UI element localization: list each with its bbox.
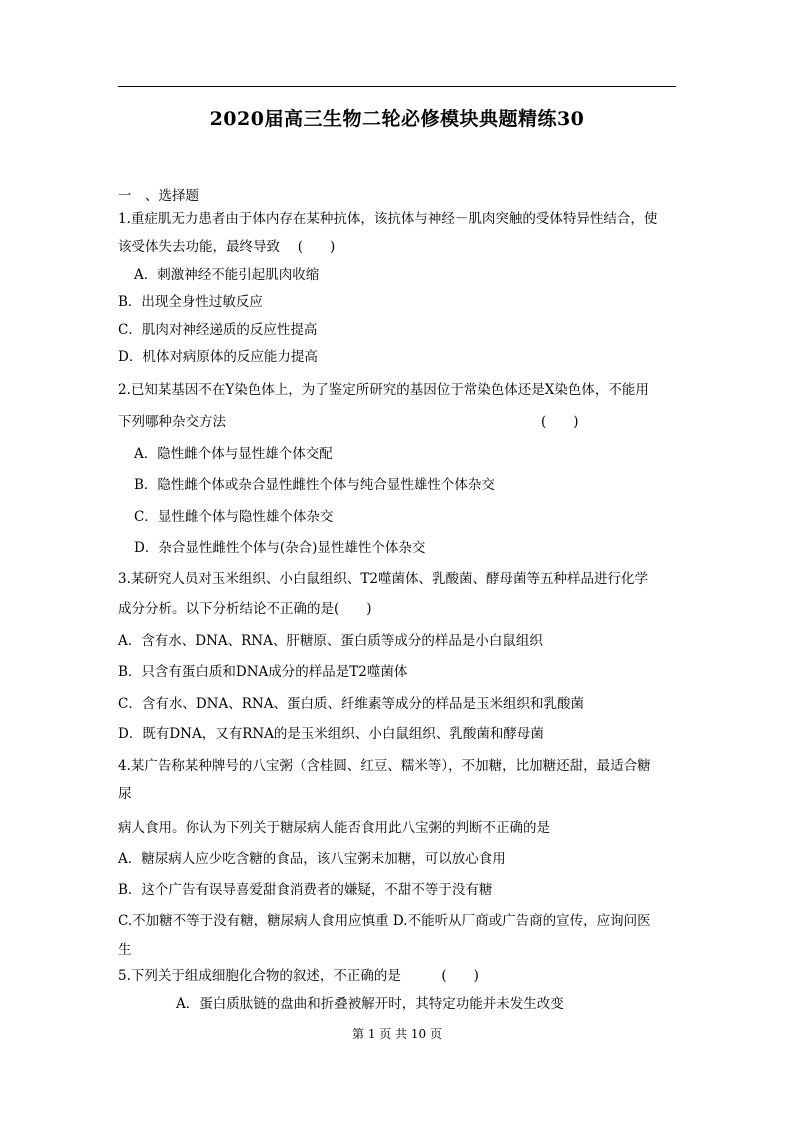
q3-option-d: D．既有DNA，又有RNA的是玉米组织、小白鼠组织、乳酸菌和酵母菌 bbox=[118, 726, 544, 742]
q2-option-a: A．隐性雌个体与显性雄个体交配 bbox=[134, 446, 333, 462]
q2-stem-line1: 2.已知某基因不在Y染色体上，为了鉴定所研究的基因位于常染色体还是X染色体，不能用 bbox=[118, 382, 649, 398]
q1-stem-line1: 1.重症肌无力患者由于体内存在某种抗体，该抗体与神经－肌肉突触的受体特异性结合，使 bbox=[118, 211, 658, 227]
q5-option-a: A．蛋白质肽链的盘曲和折叠被解开时，其特定功能并未发生改变 bbox=[176, 996, 564, 1012]
header-rule bbox=[118, 86, 676, 87]
page-footer: 第 1 页 共 10 页 bbox=[352, 1027, 442, 1041]
q3-option-a: A．含有水、DNA、RNA、肝糖原、蛋白质等成分的样品是小白鼠组织 bbox=[118, 633, 543, 649]
q2-stem-line2: 下列哪种杂交方法 bbox=[118, 414, 226, 430]
q3-stem-line1: 3.某研究人员对玉米组织、小白鼠组织、T2噬菌体、乳酸菌、酵母菌等五种样品进行化学 bbox=[118, 571, 648, 587]
q4-option-cd: C.不加糖不等于没有糖，糖尿病人食用应慎重 D.不能听从厂商或广告商的宣传，应询问医 bbox=[118, 913, 651, 929]
q4-option-cd-continued: 生 bbox=[118, 942, 132, 958]
page-title: 2020届高三生物二轮必修模块典题精练30 bbox=[209, 108, 585, 130]
q1-option-c: C．肌肉对神经递质的反应性提高 bbox=[118, 322, 318, 338]
q2-option-b: B．隐性雌个体或杂合显性雌性个体与纯合显性雄性个体杂交 bbox=[134, 477, 495, 493]
q4-stem-line2: 尿 bbox=[118, 786, 132, 802]
q2-answer-paren: ( ) bbox=[541, 414, 579, 430]
section-heading: 一 、选择题 bbox=[118, 188, 199, 204]
q2-option-d: D．杂合显性雌性个体与(杂合)显性雄性个体杂交 bbox=[134, 540, 426, 556]
q5-stem-line1: 5.下列关于组成细胞化合物的叙述，不正确的是 ( ) bbox=[118, 968, 479, 984]
q3-option-b: B．只含有蛋白质和DNA成分的样品是T2噬菌体 bbox=[118, 664, 408, 680]
q4-stem-line3: 病人食用。你认为下列关于糖尿病人能否食用此八宝粥的判断不正确的是 bbox=[118, 820, 550, 836]
q1-option-a: A．刺激神经不能引起肌肉收缩 bbox=[134, 267, 320, 283]
q4-option-b: B．这个广告有误导喜爱甜食消费者的嫌疑，不甜不等于没有糖 bbox=[118, 882, 493, 898]
q1-option-d: D．机体对病原体的反应能力提高 bbox=[118, 349, 318, 365]
q1-stem-line2: 该受体失去功能，最终导致 ( ) bbox=[118, 239, 336, 255]
q4-stem-line1: 4.某广告称某种牌号的八宝粥（含桂圆、红豆、糯米等），不加糖，比加糖还甜，最适合糖 bbox=[118, 758, 651, 774]
q1-option-b: B．出现全身性过敏反应 bbox=[118, 294, 263, 310]
q3-stem-line2: 成分分析。以下分析结论不正确的是( ) bbox=[118, 601, 372, 617]
q4-option-a: A．糖尿病人应少吃含糖的食品，该八宝粥未加糖，可以放心食用 bbox=[118, 851, 506, 867]
q2-option-c: C．显性雌个体与隐性雄个体杂交 bbox=[134, 509, 334, 525]
q3-option-c: C．含有水、DNA、RNA、蛋白质、纤维素等成分的样品是玉米组织和乳酸菌 bbox=[118, 696, 584, 712]
